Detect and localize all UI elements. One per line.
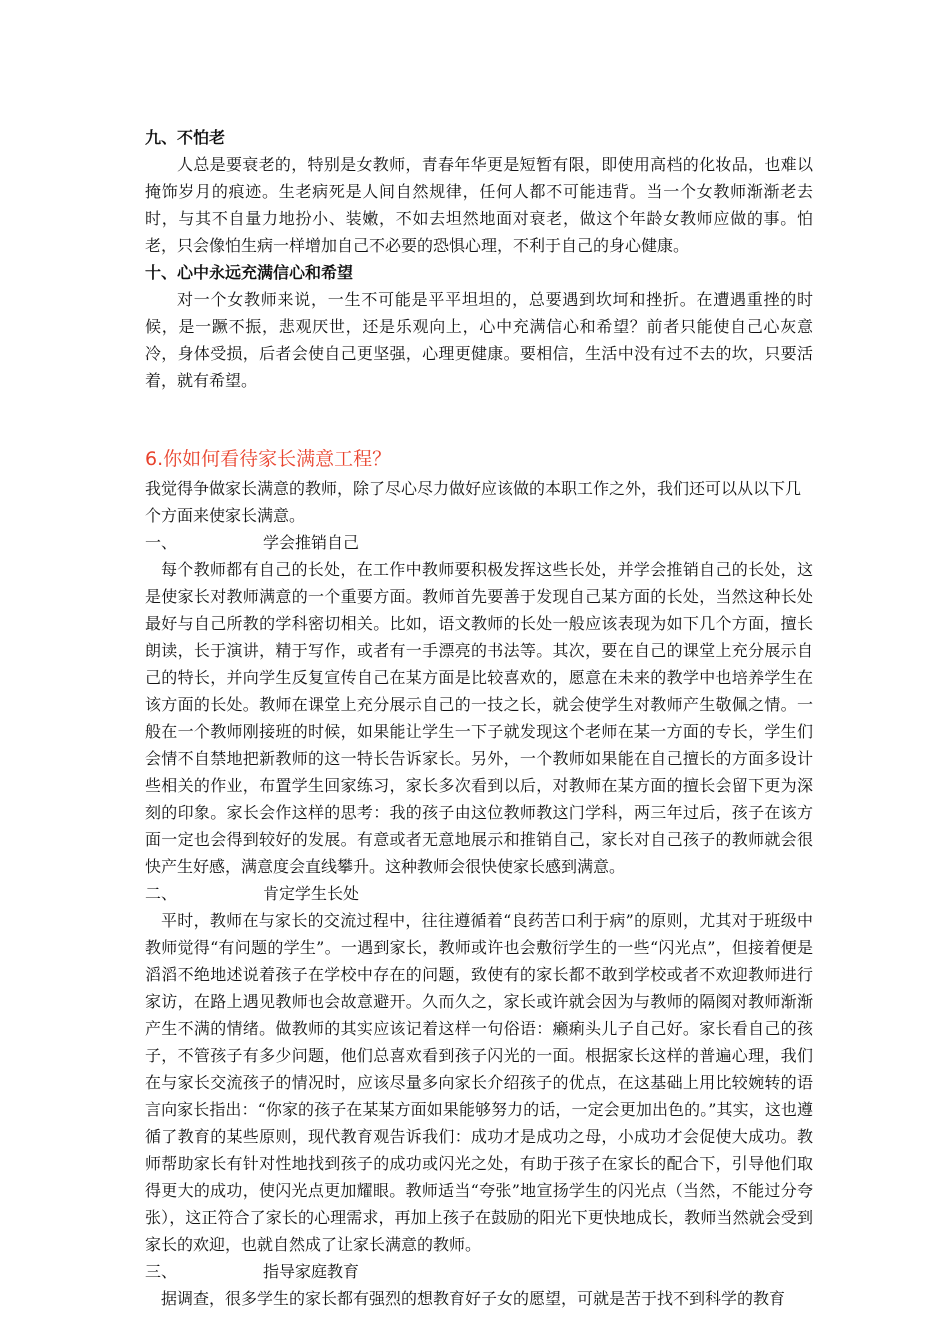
point-1-body: 每个教师都有自己的长处，在工作中教师要积极发挥这些长处，并学会推销自己的长处，这是使家长对教师满意的一个重要方面。教师首先要善于发现自己某方面的长处，当然这种长处最好与自己所教的学科密切相关。比如，语文教师的长处一般应该表现为如下几个方面，擅长朗读，长于演讲，精于写作，或者有一手漂亮的书法等。其次，要在自己的课堂上充分展示自己的特长，并向学生反复宣传自己在某方面是比较喜欢的，愿意在未来的教学中也培养学生在该方面的长处。教师在课堂上充分展示自己的一技之长，就会使学生对教师产生敬佩之情。一般在一个教师刚接班的时候，如果能让学生一下子就发现这个老师在某一方面的专长，学生们会情不自禁地把新教师的这一特长告诉家长。另外，一个教师如果能在自己擅长的方面多设计些相关的作业，布置学生回家练习，家长多次看到以后，对教师在某方面的擅长会留下更为深刻的印象。家长会作这样的思考：我的孩子由这位教师教这门学科，两三年过后，孩子在该方面一定也会得到较好的发展。有意或者无意地展示和推销自己，家长对自己孩子的教师就会很快产生好感，满意度会直线攀升。这种教师会很快使家长感到满意。 <box>145 560 813 876</box>
point-2-number: 二、 <box>145 884 178 903</box>
point-1-heading <box>145 529 813 556</box>
point-1-title: 学会推销自己 <box>263 533 360 552</box>
point-3-title: 指导家庭教育 <box>263 1262 360 1281</box>
point-3-heading <box>145 1258 813 1285</box>
point-2-title: 肯定学生长处 <box>263 884 360 903</box>
document-body <box>145 124 813 1312</box>
section-9-body: 人总是要衰老的，特别是女教师，青春年华更是短暂有限，即使用高档的化妆品，也难以掩饰岁月的痕迹。生老病死是人间自然规律，任何人都不可能违背。当一个女教师渐渐老去时，与其不自量力地扮小、装嫩，不如去坦然地面对衰老，做这个年龄女教师应做的事。怕老，只会像怕生病一样增加自己不必要的恐惧心理，不利于自己的身心健康。 <box>145 155 813 255</box>
question-title: 6.你如何看待家长满意工程？ <box>145 448 392 470</box>
section-10-body: 对一个女教师来说，一生不可能是平平坦坦的，总要遇到坎坷和挫折。在遭遇重挫的时候，是一蹶不振，悲观厌世，还是乐观向上，心中充满信心和希望？前者只能使自己心灰意冷，身体受损，后者会使自己更坚强，心理更健康。要相信，生活中没有过不去的坎，只要活着，就有希望。 <box>145 290 813 390</box>
point-3-body: 据调查，很多学生的家长都有强烈的想教育好子女的愿望，可就是苦于找不到科学的教育 <box>161 1289 786 1308</box>
section-10-heading: 十、心中永远充满信心和希望 <box>145 263 354 282</box>
point-1-number: 一、 <box>145 533 178 552</box>
question-intro: 我觉得争做家长满意的教师，除了尽心尽力做好应该做的本职工作之外，我们还可以从以下几个方面来使家长满意。 <box>145 479 802 525</box>
point-3-number: 三、 <box>145 1262 178 1281</box>
section-9-heading: 九、不怕老 <box>145 128 226 147</box>
point-2-heading <box>145 880 813 907</box>
point-2-body: 平时，教师在与家长的交流过程中，往往遵循着“良药苦口利于病”的原则，尤其对于班级中教师觉得“有问题的学生”。一遇到家长，教师或许也会敷衍学生的一些“闪光点”，但接着便是滔滔不绝地述说着孩子在学校中存在的问题，致使有的家长都不敢到学校或者不欢迎教师进行家访，在路上遇见教师也会故意避开。久而久之，家长或许就会因为与教师的隔阂对教师渐渐产生不满的情绪。做教师的其实应该记着这样一句俗语：癞痢头儿子自己好。家长看自己的孩子，不管孩子有多少问题，他们总喜欢看到孩子闪光的一面。根据家长这样的普遍心理，我们在与家长交流孩子的情况时，应该尽量多向家长介绍孩子的优点，在这基础上用比较婉转的语言向家长指出：“你家的孩子在某某方面如果能够努力的话，一定会更加出色的。”其实，这也遵循了教育的某些原则，现代教育观告诉我们：成功才是成功之母，小成功才会促使大成功。教师帮助家长有针对性地找到孩子的成功或闪光之处，有助于孩子在家长的配合下，引导他们取得更大的成功，使闪光点更加耀眼。教师适当“夸张”地宣扬学生的闪光点（当然，不能过分夸张），这正符合了家长的心理需求，再加上孩子在鼓励的阳光下更快地成长，教师当然就会受到家长的欢迎，也就自然成了让家长满意的教师。 <box>145 911 813 1254</box>
